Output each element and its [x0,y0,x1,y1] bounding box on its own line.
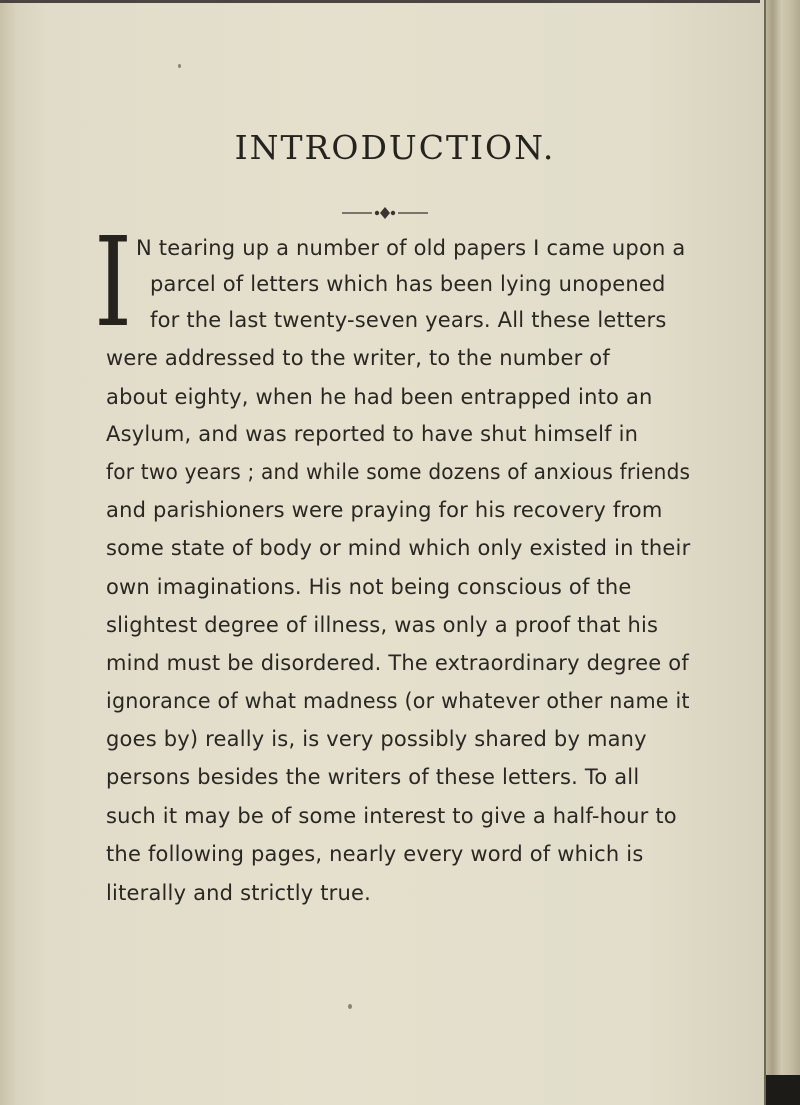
text-line: ignorance of what madness (or whatever other name it [106,689,690,713]
text-line: and parishioners were praying for his recovery from [106,498,663,522]
text-line: for the last twenty-seven years. All these letters [150,308,667,332]
text-line: persons besides the writers of these letters. To all [106,765,640,789]
text-line: Asylum, and was reported to have shut himself in [106,422,639,446]
top-rule [0,0,760,3]
text-line: for two years ; and while some dozens of anxious friends [106,460,691,484]
text-line: N tearing up a number of old papers I came upon a [136,236,686,260]
text-line: the following pages, nearly every word of which is [106,842,644,866]
paper-speck [178,64,181,68]
page-title: INTRODUCTION. [234,128,556,167]
text-line: parcel of letters which has been lying unopened [150,272,666,296]
paper-speck [348,1004,352,1009]
text-line: slightest degree of illness, was only a proof that his [106,613,659,637]
text-line: goes by) really is, is very possibly shared by many [106,727,647,751]
text-line: literally and strictly true. [106,881,372,905]
spine-shadow [766,1075,800,1105]
ornament-divider-icon [340,206,430,220]
text-line: some state of body or mind which only existed in their [106,536,691,560]
text-line: mind must be disordered. The extraordinary degree of [106,651,689,675]
text-line: such it may be of some interest to give a half-hour to [106,804,677,828]
text-line: about eighty, when he had been entrapped into an [106,385,653,409]
text-line: were addressed to the writer, to the number of [106,346,610,370]
drop-cap: I [94,211,133,355]
text-line: own imaginations. His not being conscious of the [106,575,632,599]
